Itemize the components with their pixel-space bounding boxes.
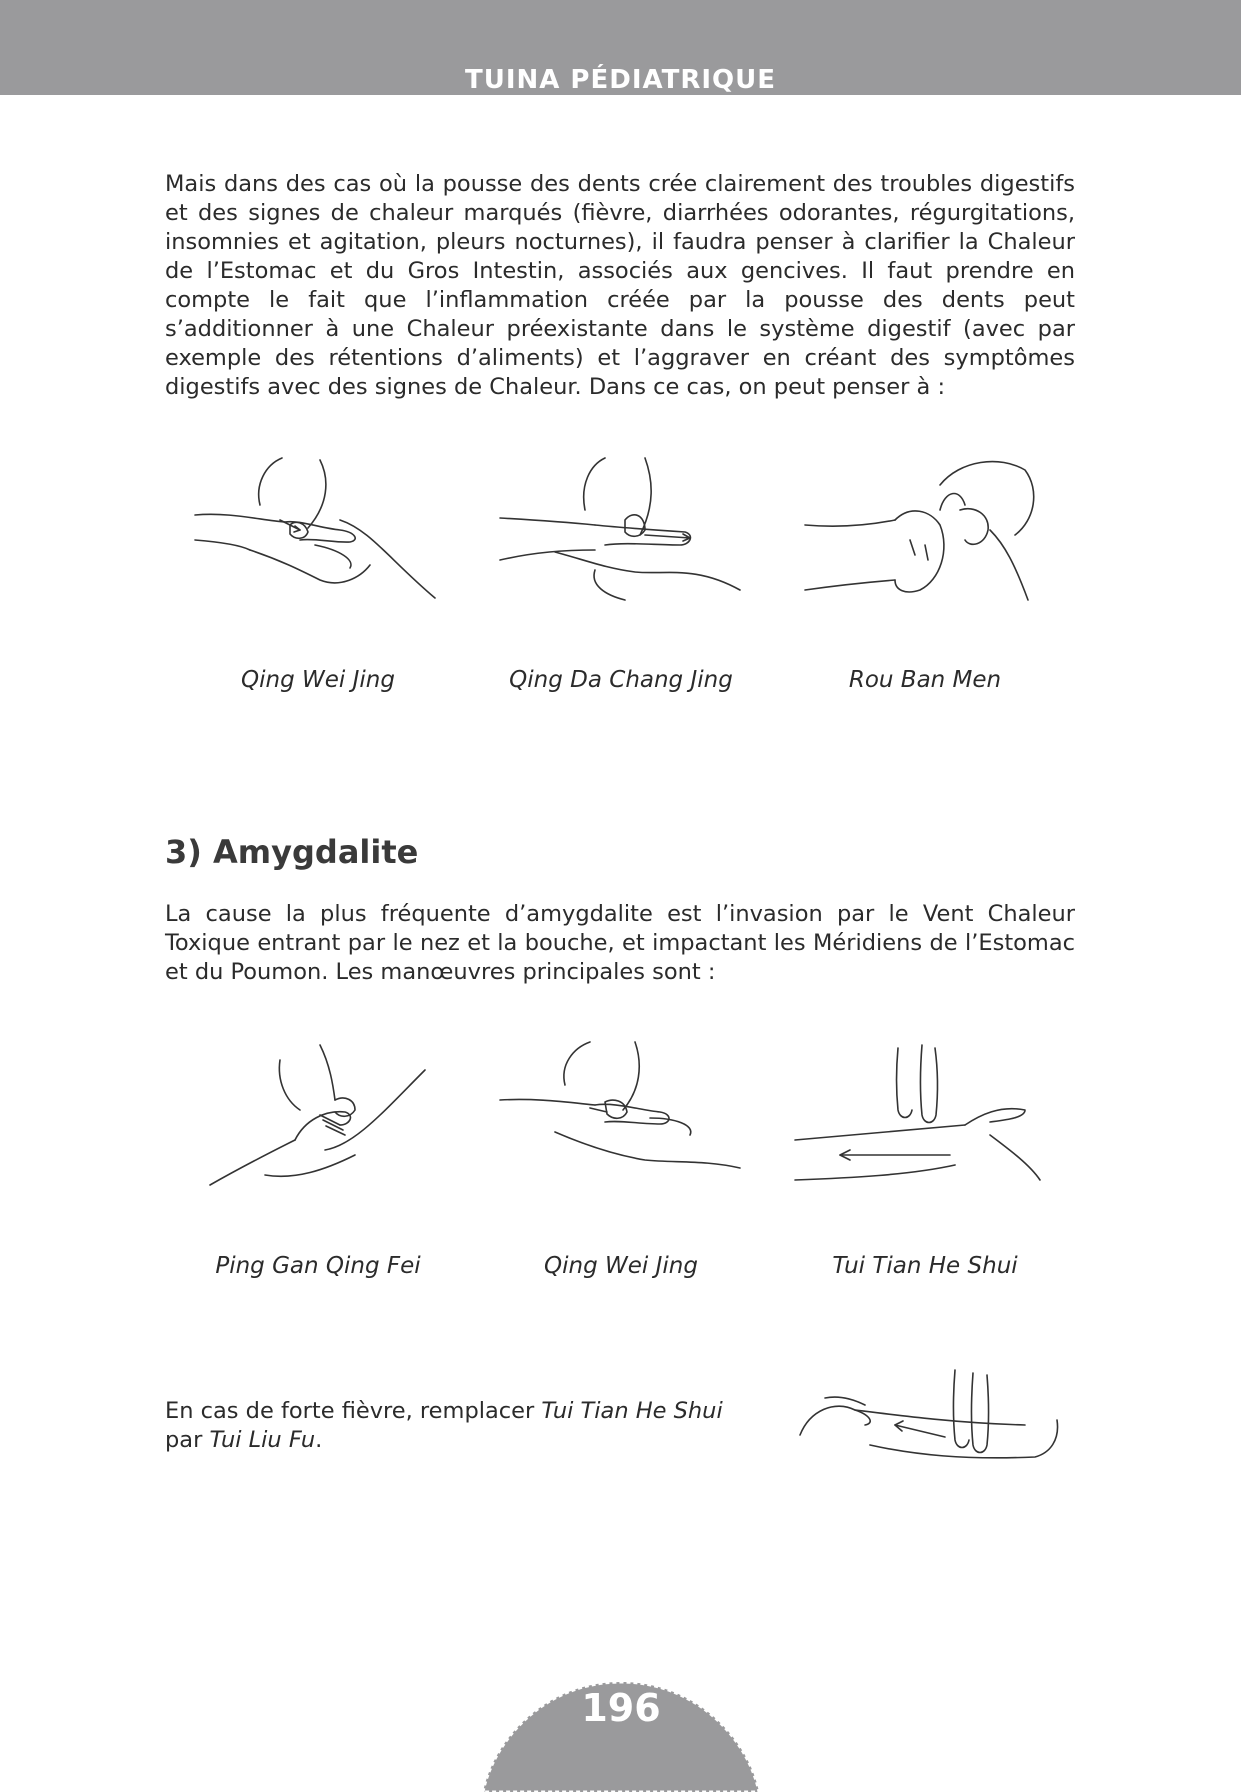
illustration-tui-liu-fu (795, 1365, 1065, 1475)
figure-caption: Qing Da Chang Jing (509, 667, 733, 693)
figure-caption: Qing Wei Jing (544, 1253, 698, 1279)
fever-note-text: par (165, 1427, 210, 1453)
figure-caption: Rou Ban Men (848, 667, 1002, 693)
illustration-qing-wei-jing (190, 450, 440, 620)
figure-caption: Ping Gan Qing Fei (215, 1253, 421, 1279)
illustration-qing-wei-jing-2 (495, 1040, 745, 1190)
section-heading: 3) Amygdalite (165, 833, 419, 871)
figure-caption: Qing Wei Jing (241, 667, 395, 693)
fever-note (165, 1397, 765, 1455)
section-paragraph: La cause la plus fréquente d’amygdalite est l’invasion par le Vent Chaleur Toxique entrant par le nez et la bouche, et impactant les Méridiens de l’Estomac et du Poumon. Les manœuvres principales sont : (165, 901, 1075, 985)
fever-note-italic: Tui Tian He Shui (541, 1398, 723, 1424)
fever-note-italic: Tui Liu Fu (209, 1427, 316, 1453)
illustration-ping-gan-qing-fei (205, 1040, 435, 1190)
intro-paragraph: Mais dans des cas où la pousse des dents crée clairement des troubles digestifs et des signes de chaleur marqués (fièvre, diarrhées odorantes, régurgitations, insomnies et agitation, pleurs nocturnes), il faudra penser à clarifier la Chaleur de l’Estomac et du Gros Intestin, associés aux gencives. Il faut prendre en compte le fait que l’inflammation créée par la pousse des dents peut s’additionner à une Chaleur préexistante dans le système digestif (avec par exemple des rétentions d’aliments) et l’aggraver en créant des symptômes digestifs avec des signes de Chaleur. Dans ce cas, on peut penser à : (165, 171, 1075, 400)
running-header-title: TUINA PÉDIATRIQUE (464, 65, 777, 95)
illustration-rou-ban-men (800, 450, 1050, 620)
illustration-tui-tian-he-shui (790, 1040, 1050, 1190)
illustration-qing-da-chang-jing (495, 450, 745, 620)
fever-note-text: En cas de forte fièvre, remplacer (165, 1398, 542, 1424)
fever-note-text: . (315, 1427, 323, 1453)
figure-caption: Tui Tian He Shui (832, 1253, 1018, 1279)
page-number: 196 (581, 1686, 661, 1730)
